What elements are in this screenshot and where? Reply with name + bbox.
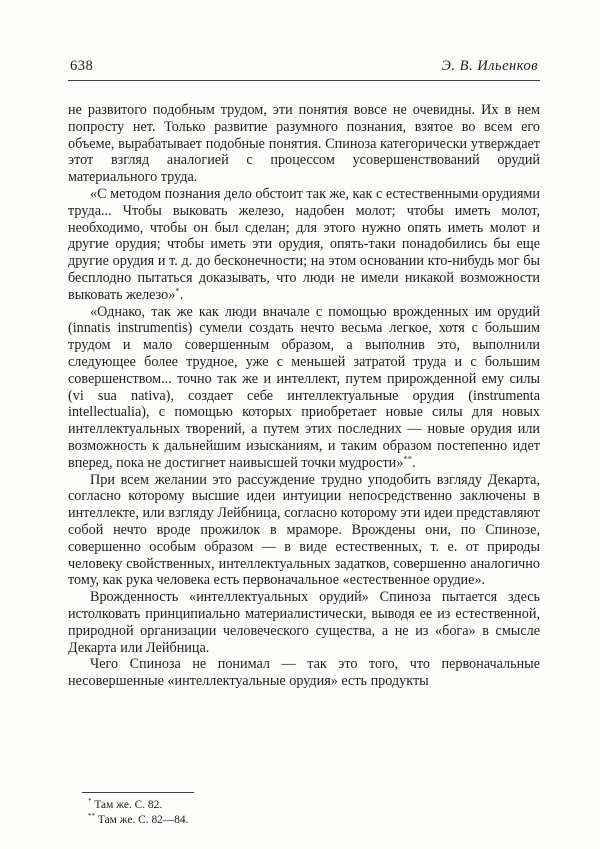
footnote-marker: *: [88, 797, 92, 806]
paragraph: «Однако, так же как люди вначале с помощью врожденных им орудий (innatis instrumentis) сумели создать нечто весьма легкое, хотя с большим трудом и мало совершенным образом, а выполнив это, выполнили следующее более трудное, уже с меньшей затратой труда и с большим совершенством... точно так же и интеллект, путем прирожденной ему силы (vi sua nativa), создает себе интеллектуальные орудия (instrumenta intellectualia), с помощью которых приобретает новые силы для новых интеллектуальных творений, а путем этих последних — новые орудия или возможность к дальнейшим изысканиям, и таким образом постепенно идет вперед, пока не достигнет наивысшей точки мудрости»**.: [68, 303, 540, 471]
page-number: 638: [70, 58, 94, 74]
footnote: ** Там же. С. 82—84.: [88, 811, 189, 826]
page-header: [68, 58, 540, 80]
running-head-author: Э. В. Ильенков: [441, 58, 538, 74]
body-text: [68, 102, 540, 690]
footnote-marker: **: [88, 811, 96, 820]
header-rule: [68, 80, 540, 81]
paragraph: При всем желании это рассуждение трудно уподобить взгляду Декарта, согласно которому высшие идеи интуиции непосредственно заключены в интеллекте, или взгляду Лейбница, согласно которому эти идеи представляют собой нечто вроде прожилок в мраморе. Врождены они, по Спинозе, совершенно особым образом — в виде естественных, т. е. от природы человеку свойственных, интеллектуальных задатков, совершенно аналогично тому, как рука человека есть первоначальное «естественное орудие».: [68, 471, 540, 589]
paragraph: «С методом познания дело обстоит так же, как с естественными орудиями труда... Чтобы выковать железо, надобен молот; чтобы иметь молот, необходимо, чтобы он был сделан; для этого нужно опять иметь молот и другие орудия; чтобы иметь эти орудия, опять-таки понадобились бы еще другие орудия и т. д. до бесконечности; на этом основании кто-нибудь мог бы бесплодно пытаться доказывать, что люди не имели никакой возможности выковать железо»*.: [68, 185, 540, 303]
footnote-marker: **: [403, 453, 413, 463]
footnote-list: [68, 798, 540, 827]
footnote: * Там же. С. 82.: [88, 797, 163, 811]
paragraph: не развитого подобным трудом, эти понятия вовсе не очевидны. Их в нем попросту нет. Только развитие разумного познания, взятое во всем его объеме, вырабатывает подобные понятия. Спиноза категорически утверждает этот взгляд аналогией с процессом усовершенствований орудий материального труда.: [68, 102, 540, 186]
paragraph: Врожденность «интеллектуальных орудий» Спиноза пытается здесь истолковать принципиально материалистически, выводя ее из естественной, природной организации человеческого существа, а не из «бога» в смысле Декарта или Лейбница.: [68, 589, 540, 656]
footnote-rule: [82, 792, 194, 793]
footnote-marker: *: [175, 285, 180, 296]
footnotes: [68, 792, 540, 827]
paragraph: Чего Спиноза не понимал — так это того, что первоначальные несовершенные «интеллектуальные орудия» есть продукты: [68, 656, 540, 690]
